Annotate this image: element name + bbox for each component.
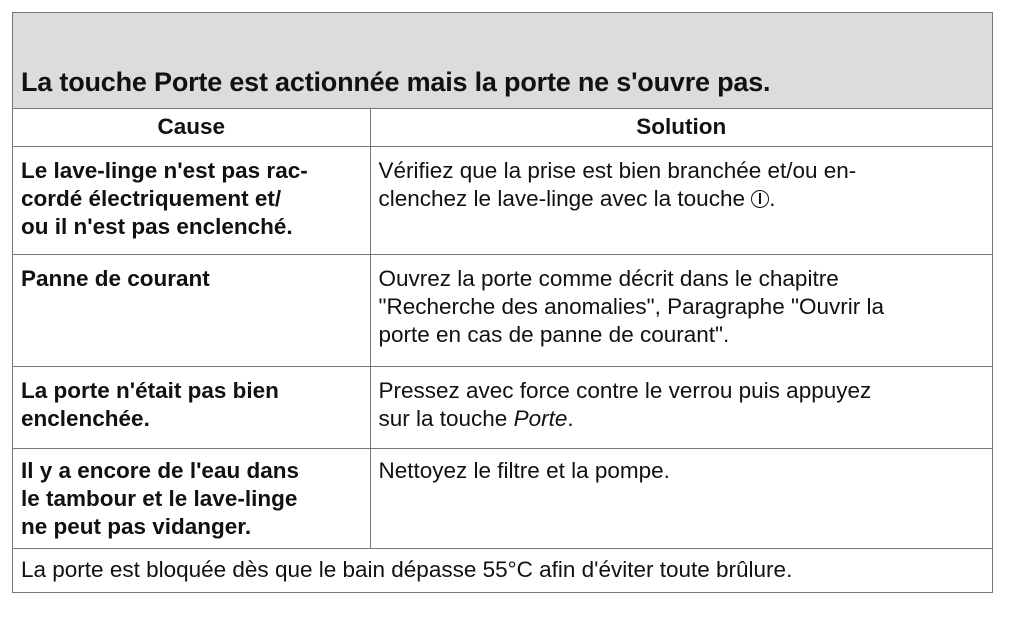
- solution-cell: [370, 254, 992, 366]
- cause-line: Il y a encore de l'eau dans: [21, 457, 299, 483]
- solution-line: Pressez avec force contre le verrou puis appuyez: [378, 377, 872, 403]
- footer-note: La porte est bloquée dès que le bain dépasse 55°C afin d'éviter toute brûlure.: [21, 557, 793, 583]
- cause-line: Le lave-linge n'est pas rac-: [21, 157, 308, 183]
- footer-row: [13, 548, 992, 592]
- table-row: [13, 146, 992, 254]
- cause-line: enclenchée.: [21, 405, 150, 431]
- cause-cell: [13, 146, 370, 254]
- power-button-icon: [751, 190, 769, 208]
- troubleshooting-table-frame: [12, 12, 993, 593]
- solution-cell: [370, 146, 992, 254]
- table-title: La touche Porte est actionnée mais la porte ne s'ouvre pas.: [21, 67, 771, 97]
- table-row: [13, 254, 992, 366]
- table-row: [13, 448, 992, 548]
- column-header-row: [13, 109, 992, 146]
- cause-cell: [13, 254, 370, 366]
- cause-line: Panne de courant: [21, 265, 210, 291]
- solution-line: porte en cas de panne de courant".: [378, 321, 730, 347]
- cause-line: ou il n'est pas enclenché.: [21, 213, 293, 239]
- cause-cell: [13, 448, 370, 548]
- solution-line: "Recherche des anomalies", Paragraphe "Ouvrir la: [378, 293, 884, 319]
- solution-line: clenchez le lave-linge avec la touche .: [378, 185, 776, 211]
- cause-line: cordé électriquement et/: [21, 185, 282, 211]
- column-header-cause: Cause: [13, 109, 370, 146]
- solution-line: Nettoyez le filtre et la pompe.: [378, 457, 670, 483]
- cause-cell: [13, 366, 370, 448]
- solution-line: Ouvrez la porte comme décrit dans le chapitre: [378, 265, 839, 291]
- table-row: [13, 366, 992, 448]
- solution-line: sur la touche Porte.: [378, 405, 574, 431]
- column-header-solution: Solution: [370, 109, 992, 146]
- solution-cell: [370, 448, 992, 548]
- troubleshooting-table: [13, 109, 992, 592]
- solution-cell: [370, 366, 992, 448]
- cause-line: le tambour et le lave-linge: [21, 485, 298, 511]
- solution-line: Vérifiez que la prise est bien branchée et/ou en-: [378, 157, 857, 183]
- cause-line: La porte n'était pas bien: [21, 377, 279, 403]
- cause-line: ne peut pas vidanger.: [21, 513, 252, 539]
- porte-key-name: Porte: [513, 405, 568, 431]
- table-header-band: [13, 13, 992, 109]
